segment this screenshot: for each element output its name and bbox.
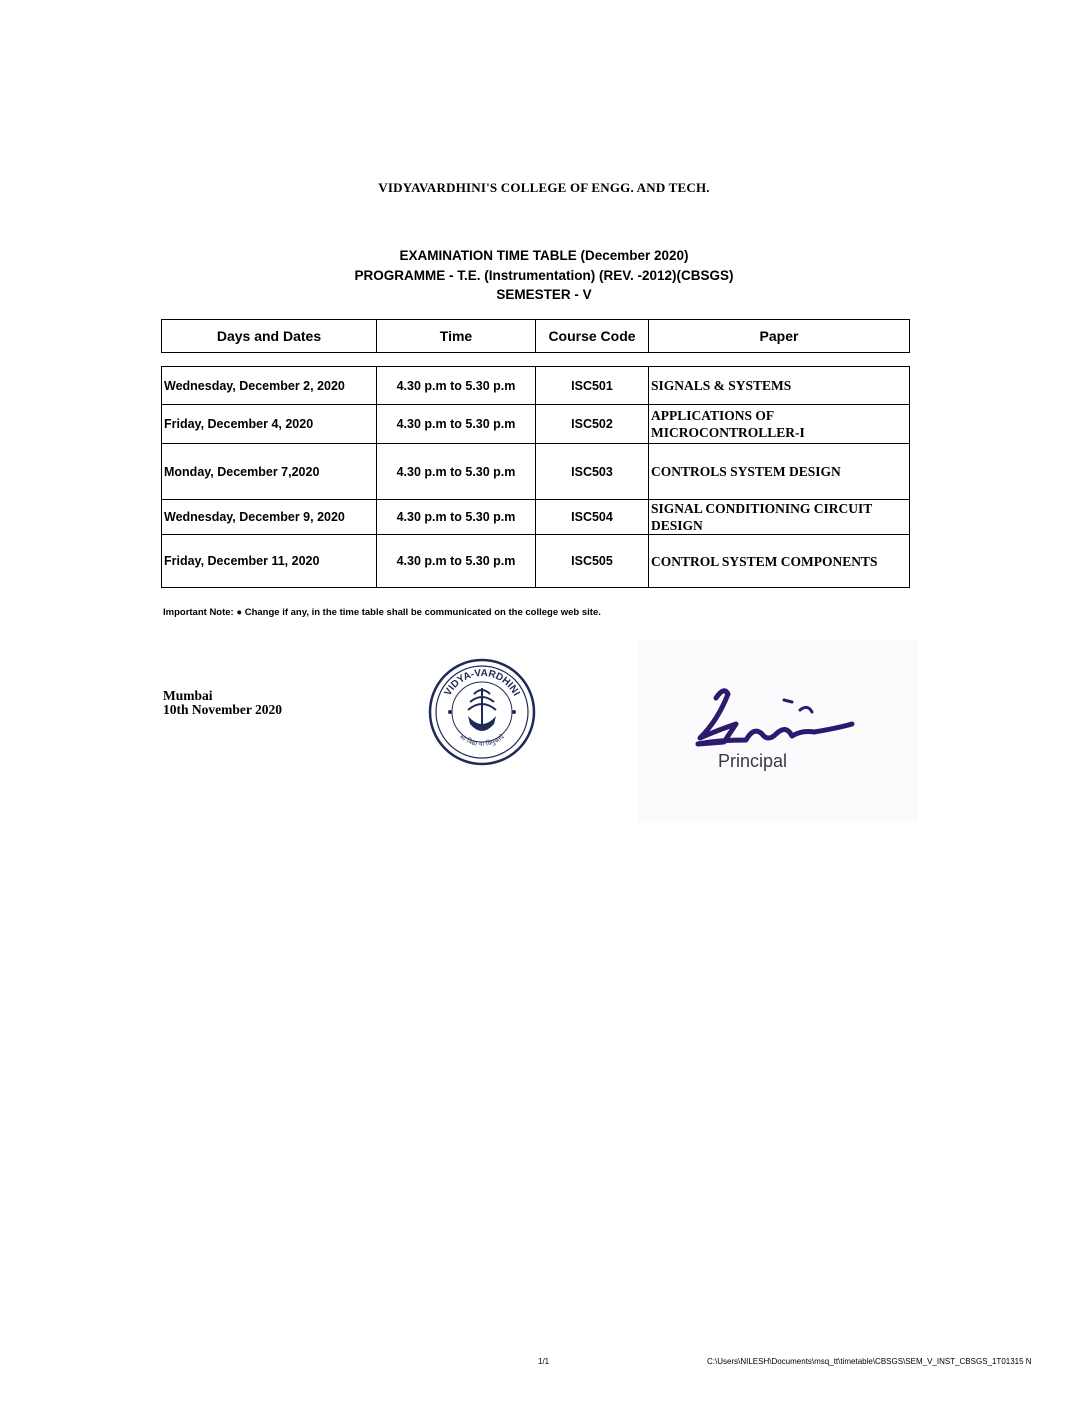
college-seal-icon bbox=[428, 658, 536, 766]
row-code: ISC502 bbox=[536, 405, 649, 444]
svg-text:सा विद्या या विमुक्तये bbox=[458, 733, 506, 748]
header-course-code: Course Code bbox=[536, 320, 649, 353]
table-row bbox=[162, 444, 910, 500]
file-path: C:\Users\NILESH\Documents\msq_tt\timetable\CBSGS\SEM_V_INST_CBSGS_1T01315 N bbox=[707, 1357, 1032, 1366]
place-date bbox=[163, 689, 282, 717]
row-paper: CONTROL SYSTEM COMPONENTS bbox=[649, 535, 910, 588]
seal-motto: सा विद्या या विमुक्तये bbox=[458, 732, 506, 749]
semester-title: SEMESTER - V bbox=[496, 287, 592, 302]
row-paper: SIGNALS & SYSTEMS bbox=[649, 367, 910, 405]
row-date: Friday, December 11, 2020 bbox=[162, 535, 377, 588]
row-paper: SIGNAL CONDITIONING CIRCUIT DESIGN bbox=[649, 500, 910, 535]
header-paper: Paper bbox=[649, 320, 910, 353]
row-time: 4.30 p.m to 5.30 p.m bbox=[377, 405, 536, 444]
row-date: Monday, December 7,2020 bbox=[162, 444, 377, 500]
place: Mumbai bbox=[163, 688, 213, 703]
row-paper: CONTROLS SYSTEM DESIGN bbox=[649, 444, 910, 500]
table-row bbox=[162, 500, 910, 535]
issue-date: 10th November 2020 bbox=[163, 702, 282, 717]
row-time: 4.30 p.m to 5.30 p.m bbox=[377, 500, 536, 535]
row-date: Wednesday, December 2, 2020 bbox=[162, 367, 377, 405]
table-row bbox=[162, 405, 910, 444]
timetable bbox=[161, 366, 910, 588]
signatory-title: Principal bbox=[718, 751, 788, 771]
table-row bbox=[162, 367, 910, 405]
signature-icon bbox=[688, 680, 858, 755]
row-time: 4.30 p.m to 5.30 p.m bbox=[377, 535, 536, 588]
college-name: VIDYAVARDHINI'S COLLEGE OF ENGG. AND TECH. bbox=[378, 180, 710, 195]
row-date: Wednesday, December 9, 2020 bbox=[162, 500, 377, 535]
signature-block bbox=[638, 640, 918, 822]
row-time: 4.30 p.m to 5.30 p.m bbox=[377, 444, 536, 500]
row-date: Friday, December 4, 2020 bbox=[162, 405, 377, 444]
row-code: ISC505 bbox=[536, 535, 649, 588]
programme-title: PROGRAMME - T.E. (Instrumentation) (REV. -2012)(CBSGS) bbox=[354, 268, 734, 283]
row-paper: APPLICATIONS OF MICROCONTROLLER-I bbox=[649, 405, 910, 444]
table-header bbox=[161, 319, 910, 353]
row-code: ISC504 bbox=[536, 500, 649, 535]
important-note: Important Note: ● Change if any, in the time table shall be communicated on the college web site. bbox=[163, 607, 601, 618]
header-days-dates: Days and Dates bbox=[162, 320, 377, 353]
table-row bbox=[162, 535, 910, 588]
row-code: ISC501 bbox=[536, 367, 649, 405]
header-time: Time bbox=[377, 320, 536, 353]
seal-text: VIDYA-VARDHINI bbox=[442, 667, 522, 698]
exam-title: EXAMINATION TIME TABLE (December 2020) bbox=[399, 248, 689, 263]
page-number: 1/1 bbox=[538, 1357, 550, 1366]
row-time: 4.30 p.m to 5.30 p.m bbox=[377, 367, 536, 405]
row-code: ISC503 bbox=[536, 444, 649, 500]
